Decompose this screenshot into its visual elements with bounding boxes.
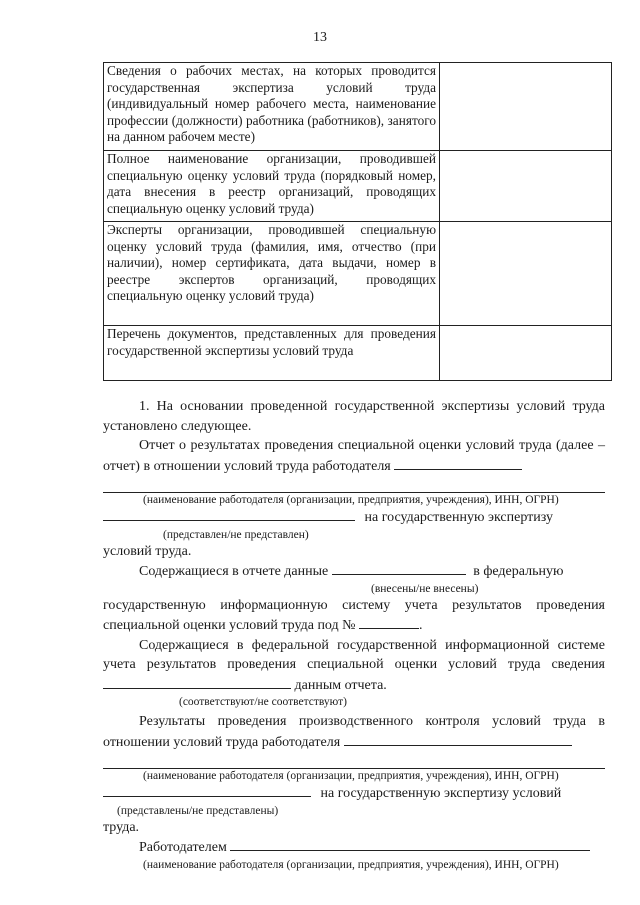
paragraph-data-entry	[103, 561, 605, 582]
conditions-text: условий труда.	[103, 543, 192, 559]
employer-blank-line[interactable]	[103, 480, 605, 493]
federal-text: в федеральную	[473, 564, 564, 579]
employer-text: Работодателем	[139, 840, 227, 855]
table-row-label: Эксперты организации, проводившей специальную оценку условий труда (фамилия, имя, отчество (при наличии), номер сертификата, дата выдачи, номер в реестре экспертов организаций, проводящих специальную оценку условий труда)	[104, 222, 440, 326]
employer-blank[interactable]	[394, 456, 522, 470]
table-row-value-cell[interactable]	[440, 63, 612, 151]
table-row-label: Сведения о рабочих местах, на которых проводится государственная экспертиза условий труда (индивидуальный номер рабочего места, наименование профессии (должности) работника (работников), занятого на данном рабочем месте)	[104, 63, 440, 151]
employer-blank-3[interactable]	[230, 837, 590, 851]
report-data-text: данным отчета.	[294, 677, 387, 693]
expertise-info-table	[103, 62, 612, 381]
paragraph-report	[103, 436, 605, 476]
match-blank[interactable]	[103, 675, 291, 689]
employer-caption-3: (наименование работодателя (организации, предприятия, учреждения), ИНН, ОГРН)	[143, 858, 559, 871]
page-number: 13	[313, 30, 327, 45]
table-row-value-cell[interactable]	[440, 326, 612, 381]
match-caption: (соответствуют/не соответствуют)	[179, 696, 347, 708]
table-row-value-cell[interactable]	[440, 222, 612, 326]
table-row-label: Перечень документов, представленных для проведения государственной экспертизы условий труда	[104, 326, 440, 381]
paragraph-system-data	[103, 636, 605, 696]
entered-blank[interactable]	[332, 561, 466, 575]
table-row	[104, 151, 612, 222]
employer-caption-2: (наименование работодателя (организации, предприятия, учреждения), ИНН, ОГРН)	[143, 770, 559, 782]
paragraph-system	[103, 596, 605, 636]
presented-blank[interactable]	[103, 507, 355, 521]
presented-text-2: на государственную экспертизу условий	[320, 786, 562, 801]
presented-caption: (представлен/не представлен)	[163, 528, 309, 541]
table-row	[104, 326, 612, 381]
table-row	[104, 222, 612, 326]
paragraph-presented	[103, 507, 605, 528]
paragraph-findings: 1. На основании проведенной государственной экспертизы условий труда установлено следующее.	[103, 399, 605, 434]
presented-caption-2: (представлены/не представлены)	[117, 804, 279, 817]
production-text: Результаты проведения производственного контроля условий труда в отношении условий труда работодателя	[103, 714, 605, 750]
labor-text: труда.	[103, 819, 140, 835]
document-body	[103, 397, 605, 872]
period: .	[419, 618, 423, 633]
report-text: Отчет о результатах проведения специальной оценки условий труда (далее – отчет) в отношении условий труда работодателя	[103, 438, 605, 474]
data-text: Содержащиеся в отчете данные	[139, 564, 329, 579]
table-row-value-cell[interactable]	[440, 151, 612, 222]
system-text: государственную информационную систему учета результатов проведения специальной оценки условий труда под №	[103, 597, 605, 633]
number-blank[interactable]	[359, 615, 419, 629]
table-row	[104, 63, 612, 151]
paragraph-production-control	[103, 712, 605, 752]
system-data-text: Содержащиеся в федеральной государственной информационной системе учета результатов проведения специальной оценки условий труда сведения	[103, 637, 605, 672]
entered-caption: (внесены/не внесены)	[371, 582, 479, 595]
employer-caption: (наименование работодателя (организации, предприятия, учреждения), ИНН, ОГРН)	[143, 494, 559, 506]
table-row-label: Полное наименование организации, проводившей специальную оценку условий труда (порядковый номер, дата внесения в реестр организаций, проводящих специальную оценку условий труда)	[104, 151, 440, 222]
paragraph-presented-2	[103, 783, 605, 804]
employer-blank-line-2[interactable]	[103, 756, 605, 769]
presented-text: на государственную экспертизу	[364, 510, 553, 525]
presented-blank-2[interactable]	[103, 783, 311, 797]
paragraph-employer	[103, 837, 605, 858]
employer-blank-2[interactable]	[344, 732, 572, 746]
